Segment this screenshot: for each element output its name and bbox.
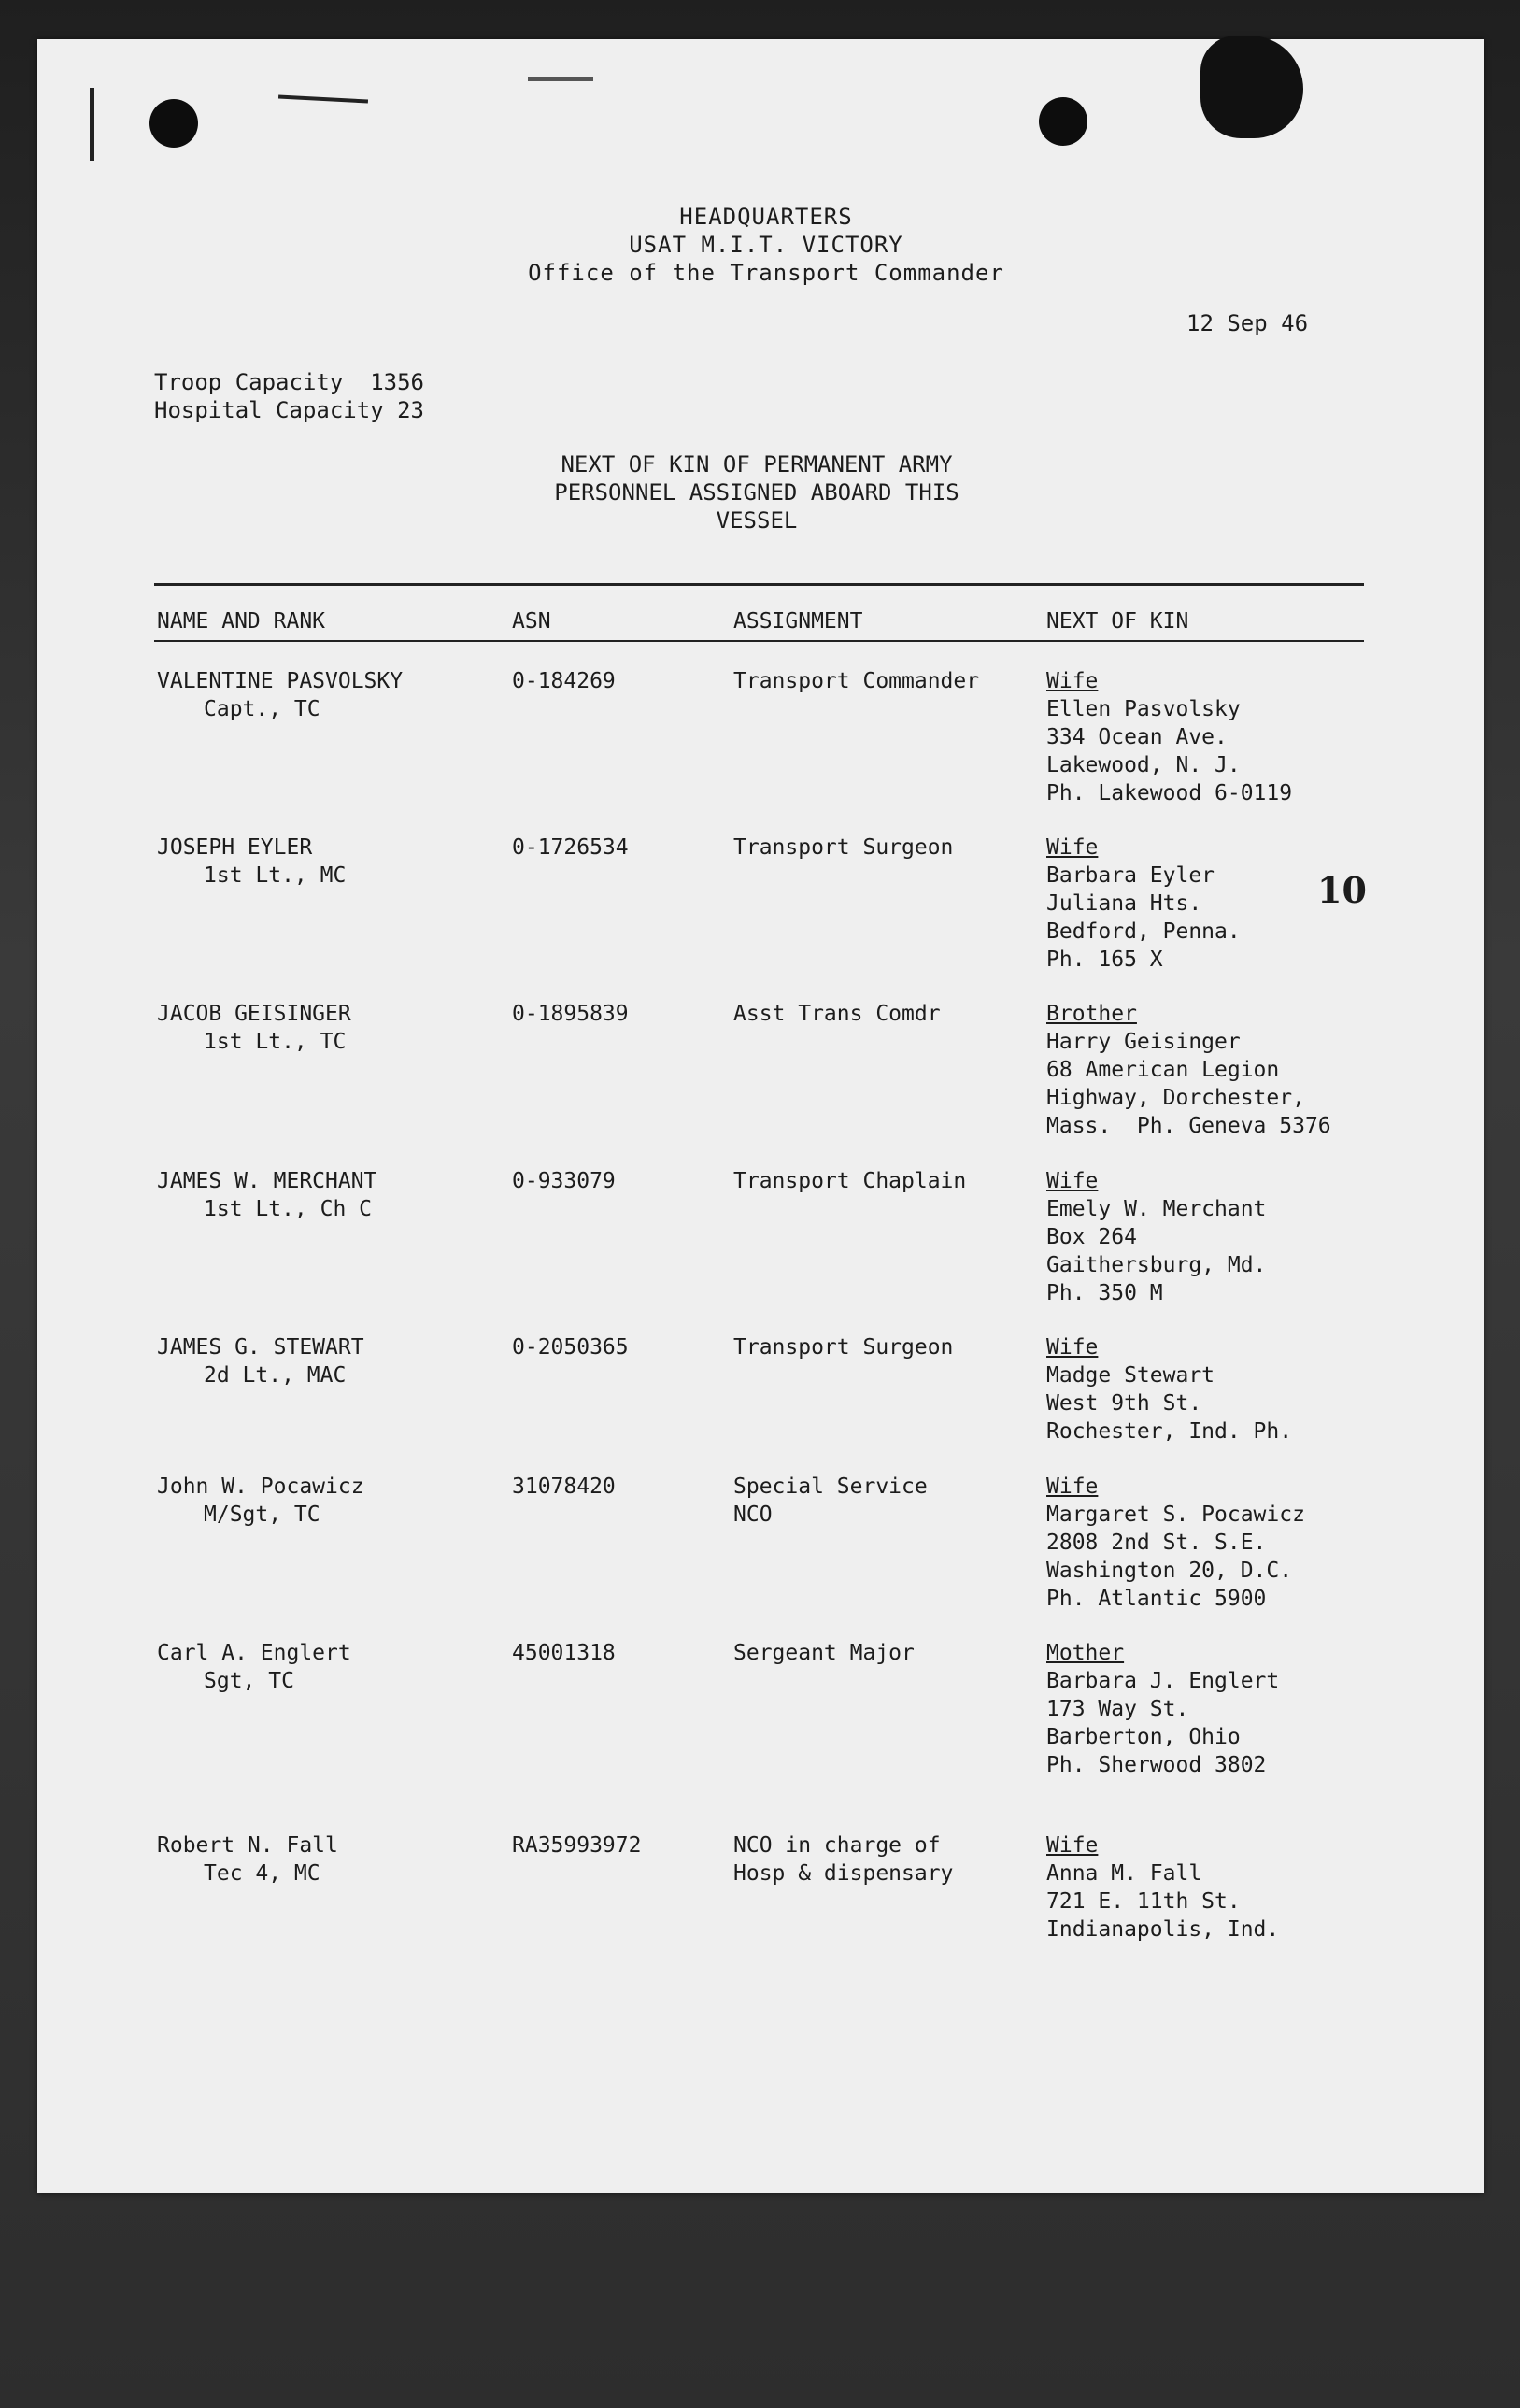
person-name: Robert N. Fall (157, 1833, 338, 1858)
document-subtitle (476, 450, 1037, 534)
torn-corner (1200, 36, 1303, 138)
kin-relation: Wife (1046, 835, 1099, 860)
kin-detail-line: Barberton, Ohio (1046, 1725, 1241, 1749)
column-header-kin: NEXT OF KIN (1046, 609, 1189, 634)
name-rank-cell (157, 1639, 351, 1695)
header-line: USAT M.I.T. VICTORY (629, 232, 903, 258)
kin-relation: Wife (1046, 1335, 1099, 1360)
person-rank: 2d Lt., MAC (204, 1363, 347, 1388)
troop-capacity: Troop Capacity 1356 (154, 369, 424, 395)
document-header (448, 203, 1084, 287)
next-of-kin-cell (1046, 1473, 1305, 1613)
document-page (37, 39, 1484, 2193)
kin-detail-line: Barbara J. Englert (1046, 1669, 1280, 1693)
person-rank: 1st Lt., MC (204, 863, 347, 888)
assignment-cell (733, 1167, 966, 1195)
assignment-line: Sergeant Major (733, 1641, 915, 1665)
assignment-cell (733, 1831, 953, 1888)
kin-relation: Mother (1046, 1641, 1125, 1665)
kin-detail-line: Highway, Dorchester, (1046, 1086, 1305, 1110)
subtitle-line: NEXT OF KIN OF PERMANENT ARMY (561, 451, 953, 477)
kin-detail-line: West 9th St. (1046, 1391, 1202, 1416)
asn-cell: RA35993972 (512, 1833, 642, 1858)
assignment-cell (733, 667, 979, 695)
kin-detail-line: Anna M. Fall (1046, 1861, 1202, 1886)
person-name: VALENTINE PASVOLSKY (157, 669, 404, 693)
assignment-cell (733, 1473, 928, 1529)
assignment-line: NCO (733, 1503, 773, 1527)
person-rank: Tec 4, MC (204, 1861, 320, 1886)
name-rank-cell (157, 1473, 364, 1529)
next-of-kin-cell (1046, 667, 1292, 807)
assignment-cell (733, 1333, 953, 1361)
kin-detail-line: Ellen Pasvolsky (1046, 697, 1241, 721)
kin-detail-line: Madge Stewart (1046, 1363, 1215, 1388)
person-name: JAMES G. STEWART (157, 1335, 364, 1360)
person-rank: Sgt, TC (204, 1669, 294, 1693)
punch-hole-left (149, 99, 198, 148)
kin-detail-line: 721 E. 11th St. (1046, 1889, 1241, 1914)
person-name: John W. Pocawicz (157, 1475, 364, 1499)
assignment-cell (733, 1000, 941, 1028)
kin-detail-line: Bedford, Penna. (1046, 919, 1241, 944)
person-rank: M/Sgt, TC (204, 1503, 320, 1527)
kin-relation: Wife (1046, 1833, 1099, 1858)
kin-detail-line: 173 Way St. (1046, 1697, 1189, 1721)
next-of-kin-cell (1046, 1167, 1266, 1307)
kin-detail-line: Margaret S. Pocawicz (1046, 1503, 1305, 1527)
kin-detail-line: Ph. Lakewood 6-0119 (1046, 781, 1293, 805)
kin-relation: Wife (1046, 1475, 1099, 1499)
divider-rule (154, 583, 1364, 586)
asn-cell: 0-933079 (512, 1169, 616, 1193)
person-name: JOSEPH EYLER (157, 835, 313, 860)
subtitle-line: PERSONNEL ASSIGNED ABOARD THIS (554, 479, 959, 506)
person-rank: 1st Lt., Ch C (204, 1197, 373, 1221)
ink-mark (528, 77, 593, 81)
next-of-kin-cell (1046, 1639, 1279, 1779)
kin-detail-line: Gaithersburg, Md. (1046, 1253, 1267, 1277)
name-rank-cell (157, 834, 346, 890)
name-rank-cell (157, 667, 403, 723)
asn-cell: 45001318 (512, 1641, 616, 1665)
next-of-kin-cell (1046, 1333, 1292, 1446)
kin-relation: Brother (1046, 1002, 1137, 1026)
kin-detail-line: 68 American Legion (1046, 1058, 1280, 1082)
assignment-line: Asst Trans Comdr (733, 1002, 941, 1026)
assignment-cell (733, 1639, 915, 1667)
column-header-assignment: ASSIGNMENT (733, 609, 863, 634)
kin-relation: Wife (1046, 669, 1099, 693)
kin-detail-line: Ph. Atlantic 5900 (1046, 1587, 1267, 1611)
kin-detail-line: Ph. 350 M (1046, 1281, 1163, 1305)
subtitle-line: VESSEL (716, 507, 798, 534)
hospital-capacity: Hospital Capacity 23 (154, 397, 424, 423)
kin-detail-line: Barbara Eyler (1046, 863, 1215, 888)
name-rank-cell (157, 1333, 364, 1389)
name-rank-cell (157, 1831, 338, 1888)
asn-cell: 0-2050365 (512, 1335, 629, 1360)
assignment-line: Transport Chaplain (733, 1169, 967, 1193)
ink-mark (90, 88, 94, 161)
column-header-name: NAME AND RANK (157, 609, 326, 634)
kin-detail-line: Juliana Hts. (1046, 891, 1202, 916)
next-of-kin-cell (1046, 1831, 1279, 1944)
header-line: Office of the Transport Commander (528, 260, 1004, 286)
asn-cell: 0-1726534 (512, 835, 629, 860)
assignment-line: Hosp & dispensary (733, 1861, 954, 1886)
person-name: JAMES W. MERCHANT (157, 1169, 377, 1193)
next-of-kin-cell (1046, 1000, 1331, 1140)
assignment-line: Transport Commander (733, 669, 980, 693)
header-line: HEADQUARTERS (679, 204, 853, 230)
punch-hole-right (1039, 97, 1087, 146)
capacity-block (154, 368, 424, 424)
assignment-cell (733, 834, 953, 862)
kin-detail-line: Rochester, Ind. Ph. (1046, 1419, 1293, 1444)
kin-detail-line: Harry Geisinger (1046, 1030, 1241, 1054)
header-underline (154, 640, 1364, 642)
kin-detail-line: Ph. Sherwood 3802 (1046, 1753, 1267, 1777)
name-rank-cell (157, 1000, 351, 1056)
document-date: 12 Sep 46 (1186, 310, 1309, 336)
next-of-kin-cell (1046, 834, 1241, 974)
assignment-line: Special Service (733, 1475, 928, 1499)
kin-relation: Wife (1046, 1169, 1099, 1193)
person-rank: 1st Lt., TC (204, 1030, 347, 1054)
kin-detail-line: Washington 20, D.C. (1046, 1559, 1293, 1583)
asn-cell: 31078420 (512, 1475, 616, 1499)
kin-detail-line: Ph. 165 X (1046, 948, 1163, 972)
page-number: 10 (1317, 869, 1367, 911)
person-name: Carl A. Englert (157, 1641, 351, 1665)
kin-detail-line: Lakewood, N. J. (1046, 753, 1241, 777)
column-header-asn: ASN (512, 609, 551, 634)
name-rank-cell (157, 1167, 376, 1223)
kin-detail-line: Indianapolis, Ind. (1046, 1917, 1280, 1942)
kin-detail-line: Emely W. Merchant (1046, 1197, 1267, 1221)
asn-cell: 0-184269 (512, 669, 616, 693)
asn-cell: 0-1895839 (512, 1002, 629, 1026)
assignment-line: Transport Surgeon (733, 835, 954, 860)
ink-mark (278, 94, 368, 103)
person-name: JACOB GEISINGER (157, 1002, 351, 1026)
kin-detail-line: Box 264 (1046, 1225, 1137, 1249)
assignment-line: Transport Surgeon (733, 1335, 954, 1360)
person-rank: Capt., TC (204, 697, 320, 721)
kin-detail-line: 334 Ocean Ave. (1046, 725, 1228, 749)
kin-detail-line: Mass. Ph. Geneva 5376 (1046, 1114, 1331, 1138)
kin-detail-line: 2808 2nd St. S.E. (1046, 1531, 1267, 1555)
assignment-line: NCO in charge of (733, 1833, 941, 1858)
